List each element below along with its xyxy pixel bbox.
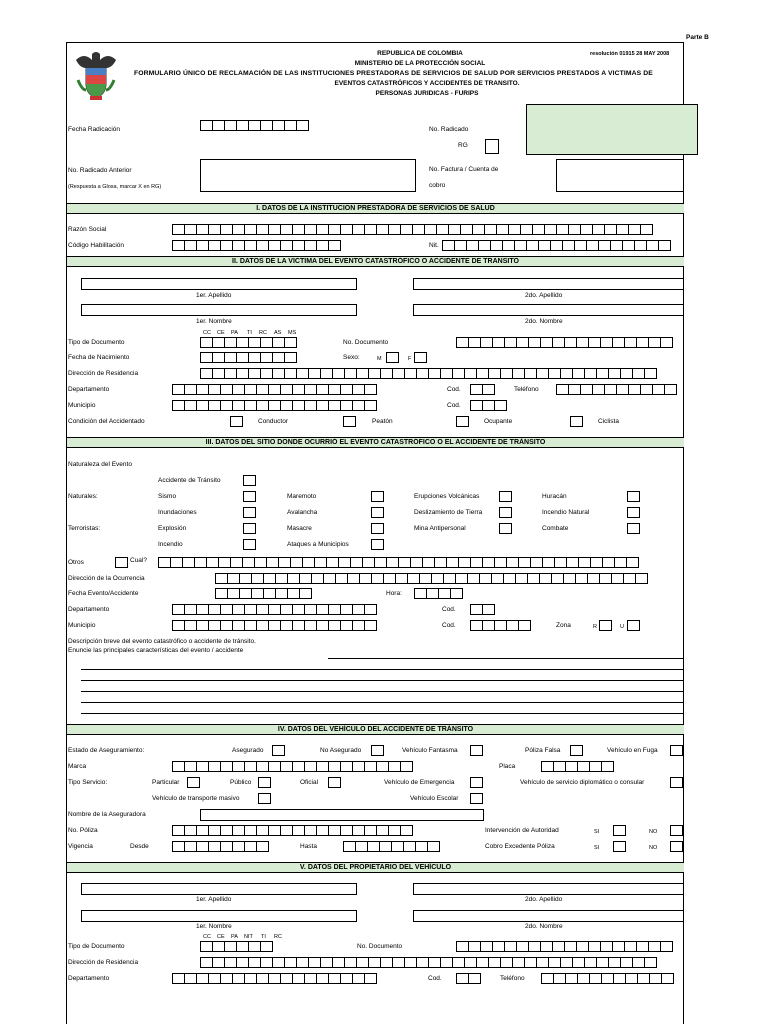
direccion-residencia-label: Dirección de Residencia bbox=[68, 959, 139, 966]
ataques-checkbox[interactable] bbox=[371, 539, 384, 550]
vigencia-desde-cells[interactable] bbox=[172, 841, 269, 852]
maremoto-label: Maremoto bbox=[287, 493, 317, 500]
doc-type-code: CE bbox=[217, 934, 225, 940]
incendio-label: Incendio bbox=[158, 541, 183, 548]
form-title-line3: PERSONAS JURIDICAS - FURIPS bbox=[375, 90, 479, 97]
propietario-nombre1-input[interactable] bbox=[81, 910, 357, 922]
victima-nombre2-input[interactable] bbox=[413, 304, 684, 316]
zona-u-checkbox[interactable] bbox=[627, 620, 640, 631]
rg-checkbox[interactable] bbox=[485, 139, 499, 154]
republica-title: REPUBLICA DE COLOMBIA bbox=[377, 50, 463, 57]
descripcion-line[interactable] bbox=[81, 669, 683, 670]
descripcion-line[interactable] bbox=[81, 680, 683, 681]
placa-label: Placa bbox=[499, 763, 516, 770]
marca-cells[interactable] bbox=[172, 761, 413, 772]
ministerio-title: MINISTERIO DE LA PROTECCIÓN SOCIAL bbox=[354, 60, 486, 67]
vehiculo-fantasma-label: Vehículo Fantasma bbox=[402, 747, 458, 754]
avalancha-label: Avalancha bbox=[287, 509, 318, 516]
particular-checkbox[interactable] bbox=[187, 777, 200, 788]
nit-label: Nit. bbox=[429, 242, 439, 249]
zona-label: Zona bbox=[556, 622, 571, 629]
no-poliza-label: No. Póliza bbox=[68, 827, 98, 834]
doc-type-code: AS bbox=[274, 330, 282, 336]
vehiculo-emergencia-label: Vehículo de Emergencia bbox=[384, 779, 455, 786]
no-asegurado-label: No Asegurado bbox=[320, 747, 362, 754]
no-radicado-anterior-input[interactable] bbox=[200, 159, 416, 192]
huracan-label: Huracán bbox=[542, 493, 567, 500]
fecha-evento-label: Fecha Evento/Accidente bbox=[68, 590, 139, 597]
poliza-falsa-checkbox[interactable] bbox=[570, 745, 583, 756]
ciclista-label: Ciclista bbox=[598, 418, 619, 425]
cod-label: Cod. bbox=[447, 386, 461, 393]
descripcion-line[interactable] bbox=[328, 658, 683, 659]
terroristas-label: Terroristas: bbox=[68, 525, 101, 532]
fecha-evento-cells[interactable] bbox=[215, 588, 312, 599]
sismo-label: Sismo bbox=[158, 493, 177, 500]
masacre-label: Masacre bbox=[287, 525, 312, 532]
departamento-label: Departamento bbox=[68, 386, 110, 393]
otros-checkbox[interactable] bbox=[115, 557, 128, 568]
doc-type-code: PA bbox=[231, 934, 238, 940]
marca-label: Marca bbox=[68, 763, 87, 770]
particular-label: Particular bbox=[152, 779, 180, 786]
doc-type-code: CC bbox=[203, 934, 211, 940]
vehiculo-emergencia-checkbox[interactable] bbox=[470, 777, 483, 788]
victima-nombre2-label: 2do. Nombre bbox=[525, 318, 563, 325]
resolucion-text: resolución 01915 28 MAY 2008 bbox=[590, 51, 670, 57]
nombre-aseguradora-input[interactable] bbox=[200, 809, 484, 821]
doc-type-code: PA bbox=[231, 330, 238, 336]
descripcion-line[interactable] bbox=[81, 702, 683, 703]
section-4-header: IV. DATOS DEL VEHÍCULO DEL ACCIDENTE DE TRÁNSITO bbox=[67, 724, 684, 735]
departamento-label: Departamento bbox=[68, 975, 110, 982]
erupciones-label: Erupciones Volcánicas bbox=[414, 493, 480, 500]
doc-type-code: TI bbox=[247, 330, 252, 336]
cobro-si-label: SI bbox=[594, 845, 600, 851]
masacre-checkbox[interactable] bbox=[371, 523, 384, 534]
propietario-apellido1-input[interactable] bbox=[81, 883, 357, 895]
peaton-label: Peatón bbox=[372, 418, 393, 425]
sexo-f-checkbox[interactable] bbox=[414, 352, 427, 363]
sexo-m-checkbox[interactable] bbox=[386, 352, 399, 363]
section-2-header: II. DATOS DE LA VICTIMA DEL EVENTO CATASTRÓFICO O ACCIDENTE DE TRANSITO bbox=[67, 256, 684, 267]
fecha-radicacion-label: Fecha Radicación bbox=[68, 126, 121, 133]
doc-type-code: RC bbox=[259, 330, 267, 336]
direccion-ocurrencia-cells[interactable] bbox=[215, 573, 648, 584]
departamento-cells[interactable] bbox=[172, 384, 377, 395]
intervencion-no-checkbox[interactable] bbox=[670, 825, 683, 836]
cod-label: Cod. bbox=[447, 402, 461, 409]
deslizamiento-checkbox[interactable] bbox=[499, 507, 512, 518]
section-5-header: V. DATOS DEL PROPIETARIO DEL VEHÍCULO bbox=[67, 862, 684, 873]
doc-type-code: CE bbox=[217, 330, 225, 336]
peaton-checkbox[interactable] bbox=[343, 416, 356, 427]
vehiculo-fuga-label: Vehículo en Fuga bbox=[607, 747, 658, 754]
doc-type-code: NIT bbox=[244, 934, 253, 940]
section-1-header: I. DATOS DE LA INSTITUCION PRESTADORA DE SERVICIOS DE SALUD bbox=[67, 203, 684, 214]
explosion-checkbox[interactable] bbox=[243, 523, 256, 534]
condicion-accidentado-label: Condición del Accidentado bbox=[68, 418, 145, 425]
direccion-residencia-label: Dirección de Residencia bbox=[68, 370, 139, 377]
municipio-label: Municipio bbox=[68, 622, 96, 629]
sexo-label: Sexo: bbox=[343, 354, 360, 361]
incendio-natural-label: Incendio Natural bbox=[542, 509, 590, 516]
sexo-m-label: M bbox=[377, 356, 382, 362]
razon-social-label: Razón Social bbox=[68, 226, 107, 233]
doc-type-code: CC bbox=[203, 330, 211, 336]
form-title-line2: EVENTOS CATASTRÓFICOS Y ACCIDENTES DE TRANSITO. bbox=[334, 80, 520, 87]
telefono-cells[interactable] bbox=[556, 384, 677, 395]
respuesta-glosa-note: (Respuesta a Glosa, marcar X en RG) bbox=[68, 184, 162, 190]
hora-cells[interactable] bbox=[414, 588, 463, 599]
combate-label: Combate bbox=[542, 525, 569, 532]
zona-r-checkbox[interactable] bbox=[599, 620, 612, 631]
accidente-transito-label: Accidente de Tránsito bbox=[158, 477, 221, 484]
doc-type-code: MS bbox=[288, 330, 297, 336]
no-documento-label: No. Documento bbox=[357, 943, 403, 950]
tipo-servicio-label: Tipo Servicio: bbox=[68, 779, 108, 786]
rg-label: RG bbox=[458, 142, 468, 149]
direccion-ocurrencia-label: Dirección de la Ocurrencia bbox=[68, 575, 145, 582]
vigencia-label: Vigencia bbox=[68, 843, 93, 850]
conductor-label: Conductor bbox=[258, 418, 288, 425]
intervencion-si-checkbox[interactable] bbox=[613, 825, 626, 836]
ciclista-checkbox[interactable] bbox=[570, 416, 583, 427]
cobro-no-checkbox[interactable] bbox=[670, 841, 683, 852]
direccion-residencia-cells[interactable] bbox=[200, 368, 657, 379]
ocupante-label: Ocupante bbox=[484, 418, 513, 425]
vehiculo-fantasma-checkbox[interactable] bbox=[470, 745, 483, 756]
descripcion-label: Descripción breve del evento catastrófico o accidente de tránsito. bbox=[68, 638, 256, 645]
departamento-cod-cells[interactable] bbox=[470, 604, 495, 615]
mina-label: Mina Antipersonal bbox=[414, 525, 466, 532]
erupciones-checkbox[interactable] bbox=[499, 491, 512, 502]
no-factura-label-1: No. Factura / Cuenta de bbox=[429, 166, 499, 173]
telefono-label: Teléfono bbox=[500, 975, 525, 982]
propietario-apellido2-input[interactable] bbox=[413, 883, 684, 895]
caracteristicas-label: Enuncie las principales características del evento / accidente bbox=[68, 647, 244, 654]
victima-apellido2-label: 2do. Apellido bbox=[525, 292, 563, 299]
asegurado-label: Asegurado bbox=[232, 747, 264, 754]
propietario-nombre1-label: 1er. Nombre bbox=[196, 923, 232, 930]
fecha-radicacion-cells[interactable] bbox=[200, 120, 309, 131]
asegurado-checkbox[interactable] bbox=[272, 745, 285, 756]
naturales-label: Naturales: bbox=[68, 493, 98, 500]
conductor-checkbox[interactable] bbox=[230, 416, 243, 427]
accidente-transito-checkbox[interactable] bbox=[243, 475, 256, 486]
victima-apellido1-input[interactable] bbox=[81, 278, 357, 290]
victima-apellido2-input[interactable] bbox=[413, 278, 684, 290]
zona-r-label: R bbox=[593, 624, 597, 630]
victima-nombre1-label: 1er. Nombre bbox=[196, 318, 232, 325]
naturaleza-evento-label: Naturaleza del Evento bbox=[68, 461, 132, 468]
vehiculo-diplomatico-label: Vehículo de servicio diplomático o consular bbox=[520, 779, 645, 786]
sexo-f-label: F bbox=[408, 356, 412, 362]
departamento-label: Departamento bbox=[68, 606, 110, 613]
transporte-masivo-label: Vehículo de transporte masivo bbox=[152, 795, 240, 802]
inundaciones-label: Inundaciones bbox=[158, 509, 197, 516]
vehiculo-escolar-label: Vehículo Escolar bbox=[410, 795, 459, 802]
doc-type-code: TI bbox=[261, 934, 266, 940]
razon-social-cells[interactable] bbox=[172, 224, 653, 235]
municipio-cod-cells[interactable] bbox=[470, 400, 507, 411]
descripcion-line[interactable] bbox=[81, 713, 683, 714]
cod-label: Cod. bbox=[428, 975, 442, 982]
combate-checkbox[interactable] bbox=[627, 523, 640, 534]
otros-label: Otros bbox=[68, 559, 84, 566]
parte-label: Parte B bbox=[686, 34, 709, 41]
municipio-cod-cells[interactable] bbox=[470, 620, 531, 631]
placa-cells[interactable] bbox=[541, 761, 614, 772]
no-factura-label-2: cobro bbox=[429, 182, 446, 189]
cobro-excedente-label: Cobro Excedente Póliza bbox=[485, 843, 555, 850]
inundaciones-checkbox[interactable] bbox=[243, 507, 256, 518]
radicado-number-box[interactable] bbox=[526, 104, 698, 155]
fecha-nacimiento-cells[interactable] bbox=[200, 352, 297, 363]
fecha-nacimiento-label: Fecha de Nacimiento bbox=[68, 354, 130, 361]
huracan-checkbox[interactable] bbox=[627, 491, 640, 502]
vehiculo-escolar-checkbox[interactable] bbox=[470, 793, 483, 804]
departamento-cod-cells[interactable] bbox=[470, 384, 495, 395]
cual-label: Cual? bbox=[130, 557, 147, 564]
nombre-aseguradora-label: Nombre de la Aseguradora bbox=[68, 811, 146, 818]
municipio-label: Municipio bbox=[68, 402, 96, 409]
departamento-cod-cells[interactable] bbox=[456, 973, 481, 984]
propietario-nombre2-label: 2do. Nombre bbox=[525, 923, 563, 930]
telefono-cells[interactable] bbox=[541, 973, 674, 984]
form-title-line1: FORMULARIO ÚNICO DE RECLAMACIÓN DE LAS INSTITUCIONES PRESTADORAS DE SERVICIOS DE SALUD POR SERVICIOS PRESTADOS A VICTIMAS DE bbox=[134, 70, 653, 77]
publico-checkbox[interactable] bbox=[258, 777, 271, 788]
intervencion-no-label: NO bbox=[649, 829, 658, 835]
direccion-residencia-cells[interactable] bbox=[200, 957, 657, 968]
hora-label: Hora: bbox=[386, 590, 402, 597]
tipo-documento-label: Tipo de Documento bbox=[68, 943, 125, 950]
no-factura-input[interactable] bbox=[556, 159, 684, 192]
no-radicado-label: No. Radicado bbox=[429, 126, 469, 133]
vigencia-hasta-cells[interactable] bbox=[343, 841, 440, 852]
hasta-label: Hasta bbox=[300, 843, 317, 850]
mina-checkbox[interactable] bbox=[499, 523, 512, 534]
ataques-label: Ataques a Municipios bbox=[287, 541, 349, 548]
departamento-cells[interactable] bbox=[172, 604, 377, 615]
codigo-habilitacion-label: Código Habilitación bbox=[68, 242, 125, 249]
avalancha-checkbox[interactable] bbox=[371, 507, 384, 518]
desde-label: Desde bbox=[130, 843, 149, 850]
vehiculo-diplomatico-checkbox[interactable] bbox=[670, 777, 683, 788]
ocupante-checkbox[interactable] bbox=[456, 416, 469, 427]
publico-label: Público bbox=[230, 779, 252, 786]
municipio-cells[interactable] bbox=[172, 620, 377, 631]
descripcion-line[interactable] bbox=[81, 691, 683, 692]
cod-label: Cod. bbox=[442, 622, 456, 629]
oficial-label: Oficial bbox=[300, 779, 319, 786]
cobro-si-checkbox[interactable] bbox=[613, 841, 626, 852]
poliza-falsa-label: Póliza Falsa bbox=[525, 747, 561, 754]
tipo-documento-cells[interactable] bbox=[200, 337, 297, 348]
no-documento-cells[interactable] bbox=[456, 941, 673, 952]
municipio-cells[interactable] bbox=[172, 400, 377, 411]
propietario-apellido1-label: 1er. Apellido bbox=[196, 896, 232, 903]
intervencion-si-label: SI bbox=[594, 829, 600, 835]
incendio-natural-checkbox[interactable] bbox=[627, 507, 640, 518]
doc-type-code: RC bbox=[274, 934, 282, 940]
no-poliza-cells[interactable] bbox=[172, 825, 413, 836]
incendio-checkbox[interactable] bbox=[243, 539, 256, 550]
estado-aseguramiento-label: Estado de Aseguramiento: bbox=[68, 747, 145, 754]
cobro-no-label: NO bbox=[649, 845, 658, 851]
codigo-habilitacion-cells[interactable] bbox=[172, 240, 341, 251]
section-3-header: III. DATOS DEL SITIO DONDE OCURRIÓ EL EVENTO CATASTRÓFICO O EL ACCIDENTE DE TRÁNSITO bbox=[67, 437, 684, 448]
zona-u-label: U bbox=[620, 624, 624, 630]
no-documento-cells[interactable] bbox=[456, 337, 673, 348]
explosion-label: Explosión bbox=[158, 525, 187, 532]
vehiculo-fuga-checkbox[interactable] bbox=[670, 745, 683, 756]
cual-cells[interactable] bbox=[158, 557, 639, 568]
no-documento-label: No. Documento bbox=[343, 339, 389, 346]
telefono-label: Teléfono bbox=[514, 386, 539, 393]
propietario-apellido2-label: 2do. Apellido bbox=[525, 896, 563, 903]
transporte-masivo-checkbox[interactable] bbox=[258, 793, 271, 804]
sismo-checkbox[interactable] bbox=[243, 491, 256, 502]
cod-label: Cod. bbox=[442, 606, 456, 613]
maremoto-checkbox[interactable] bbox=[371, 491, 384, 502]
departamento-cells[interactable] bbox=[172, 973, 377, 984]
victima-nombre1-input[interactable] bbox=[81, 304, 357, 316]
no-radicado-anterior-label: No. Radicado Anterior bbox=[68, 167, 132, 174]
no-asegurado-checkbox[interactable] bbox=[371, 745, 384, 756]
tipo-documento-cells[interactable] bbox=[200, 941, 273, 952]
propietario-nombre2-input[interactable] bbox=[413, 910, 684, 922]
intervencion-autoridad-label: Intervención de Autoridad bbox=[485, 827, 559, 834]
nit-cells[interactable] bbox=[442, 240, 671, 251]
oficial-checkbox[interactable] bbox=[328, 777, 341, 788]
tipo-documento-label: Tipo de Documento bbox=[68, 339, 125, 346]
victima-apellido1-label: 1er. Apellido bbox=[196, 292, 232, 299]
deslizamiento-label: Deslizamiento de Tierra bbox=[414, 509, 483, 516]
